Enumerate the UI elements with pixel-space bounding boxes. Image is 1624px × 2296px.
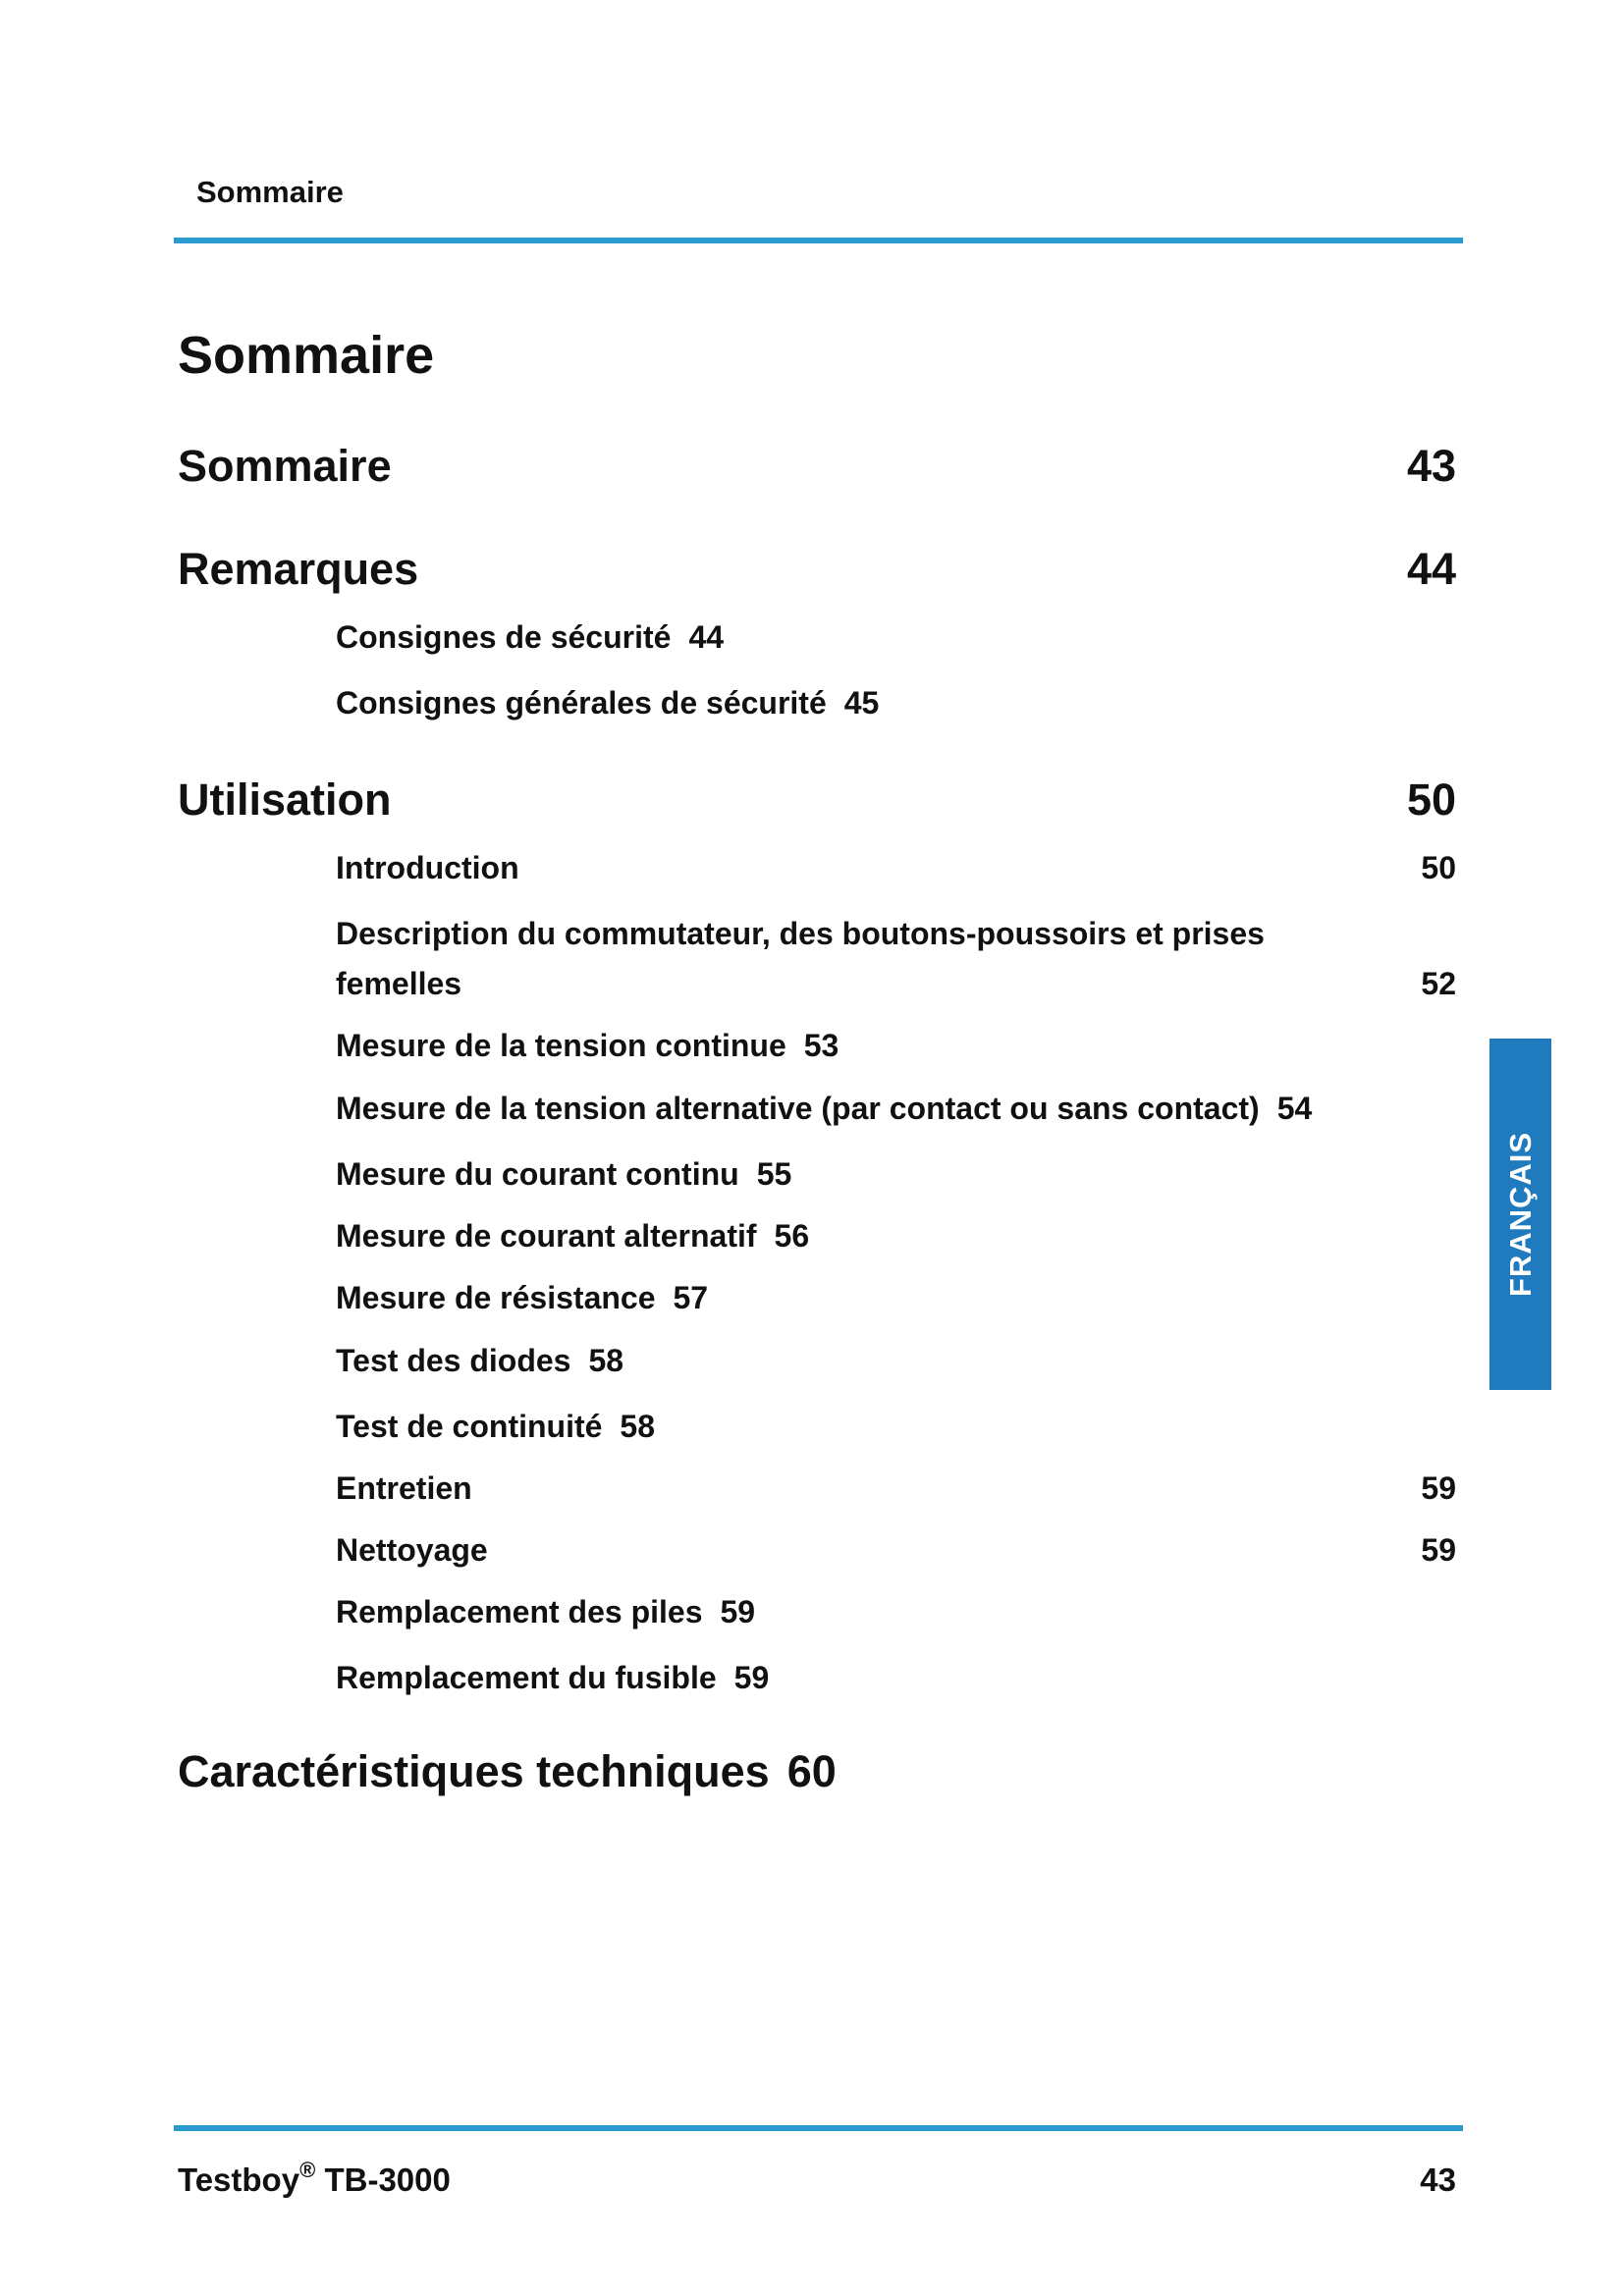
toc-entry-page: 58	[588, 1343, 624, 1378]
brand-name: Testboy	[178, 2162, 300, 2198]
toc-entry-page: 57	[673, 1280, 709, 1315]
toc-entry-description-cont[interactable]: femelles	[336, 966, 462, 1001]
toc-entry[interactable]	[336, 1278, 708, 1317]
toc-entry-label: Consignes de sécurité	[336, 619, 672, 655]
toc-entry-label: Remplacement du fusible	[336, 1660, 717, 1695]
toc-entry-page: 44	[688, 619, 725, 655]
toc-entry[interactable]	[336, 1341, 623, 1380]
toc-entry-page: 59	[1421, 1470, 1456, 1506]
toc-entry[interactable]	[336, 1407, 655, 1446]
toc-entry[interactable]	[336, 1154, 791, 1194]
toc-entry[interactable]	[336, 1089, 1312, 1128]
toc-entry[interactable]	[336, 1592, 755, 1631]
footer-rule	[174, 2125, 1463, 2131]
toc-entry-introduction[interactable]: Introduction	[336, 850, 519, 885]
toc-entry[interactable]	[336, 617, 724, 657]
toc-entry-label: Test des diodes	[336, 1343, 571, 1378]
toc-entry-page: 45	[843, 685, 880, 721]
toc-entry-remarques[interactable]: Remarques	[178, 544, 419, 594]
toc-entry-sommaire[interactable]: Sommaire	[178, 441, 392, 491]
model-name: TB-3000	[324, 2162, 451, 2198]
toc-entry-page: 53	[803, 1028, 839, 1063]
toc-entry-label: Caractéristiques techniques	[178, 1746, 770, 1796]
toc-entry-utilisation[interactable]: Utilisation	[178, 774, 392, 825]
toc-entry-page: 54	[1276, 1091, 1313, 1126]
toc-entry[interactable]	[336, 1216, 809, 1255]
registered-mark: ®	[299, 2158, 316, 2182]
toc-entry[interactable]	[336, 1658, 769, 1697]
toc-entry-label: Mesure de la tension continue	[336, 1028, 786, 1063]
toc-entry-label: Mesure de la tension alternative (par contact ou sans contact)	[336, 1091, 1260, 1126]
toc-entry-label: Test de continuité	[336, 1409, 603, 1444]
toc-entry-page: 50	[1421, 850, 1456, 885]
toc-entry-label: Mesure du courant continu	[336, 1156, 739, 1192]
toc-entry-label: Mesure de résistance	[336, 1280, 656, 1315]
toc-entry-label: Remplacement des piles	[336, 1594, 703, 1629]
toc-page-sommaire: 43	[1406, 441, 1456, 491]
toc-entry-page: 52	[1421, 966, 1456, 1001]
toc-entry-page: 55	[756, 1156, 792, 1192]
toc-page-remarques: 44	[1406, 544, 1456, 594]
language-tab	[1489, 1039, 1551, 1390]
page-title: Sommaire	[178, 326, 435, 385]
toc-entry-label: Consignes générales de sécurité	[336, 685, 827, 721]
toc-entry-page: 60	[786, 1746, 837, 1796]
running-header-title: Sommaire	[196, 175, 344, 209]
toc-entry-page: 59	[720, 1594, 756, 1629]
toc-entry[interactable]	[336, 683, 879, 722]
toc-entry-caracteristiques[interactable]	[178, 1745, 837, 1798]
toc-entry-entretien[interactable]: Entretien	[336, 1470, 472, 1506]
header-rule	[174, 238, 1463, 243]
toc-entry-label: Mesure de courant alternatif	[336, 1218, 757, 1254]
toc-entry[interactable]	[336, 1026, 839, 1065]
footer-brand	[178, 2158, 451, 2200]
language-tab-label: FRANÇAIS	[1502, 1131, 1538, 1298]
toc-page-utilisation: 50	[1406, 774, 1456, 825]
toc-entry-page: 56	[774, 1218, 810, 1254]
toc-entry-page: 59	[1421, 1532, 1456, 1568]
toc-entry-description[interactable]: Description du commutateur, des boutons-poussoirs et prises	[336, 916, 1265, 951]
footer-page-number: 43	[1420, 2162, 1456, 2198]
toc-entry-page: 58	[620, 1409, 656, 1444]
toc-entry-page: 59	[733, 1660, 770, 1695]
toc-entry-nettoyage[interactable]: Nettoyage	[336, 1532, 488, 1568]
